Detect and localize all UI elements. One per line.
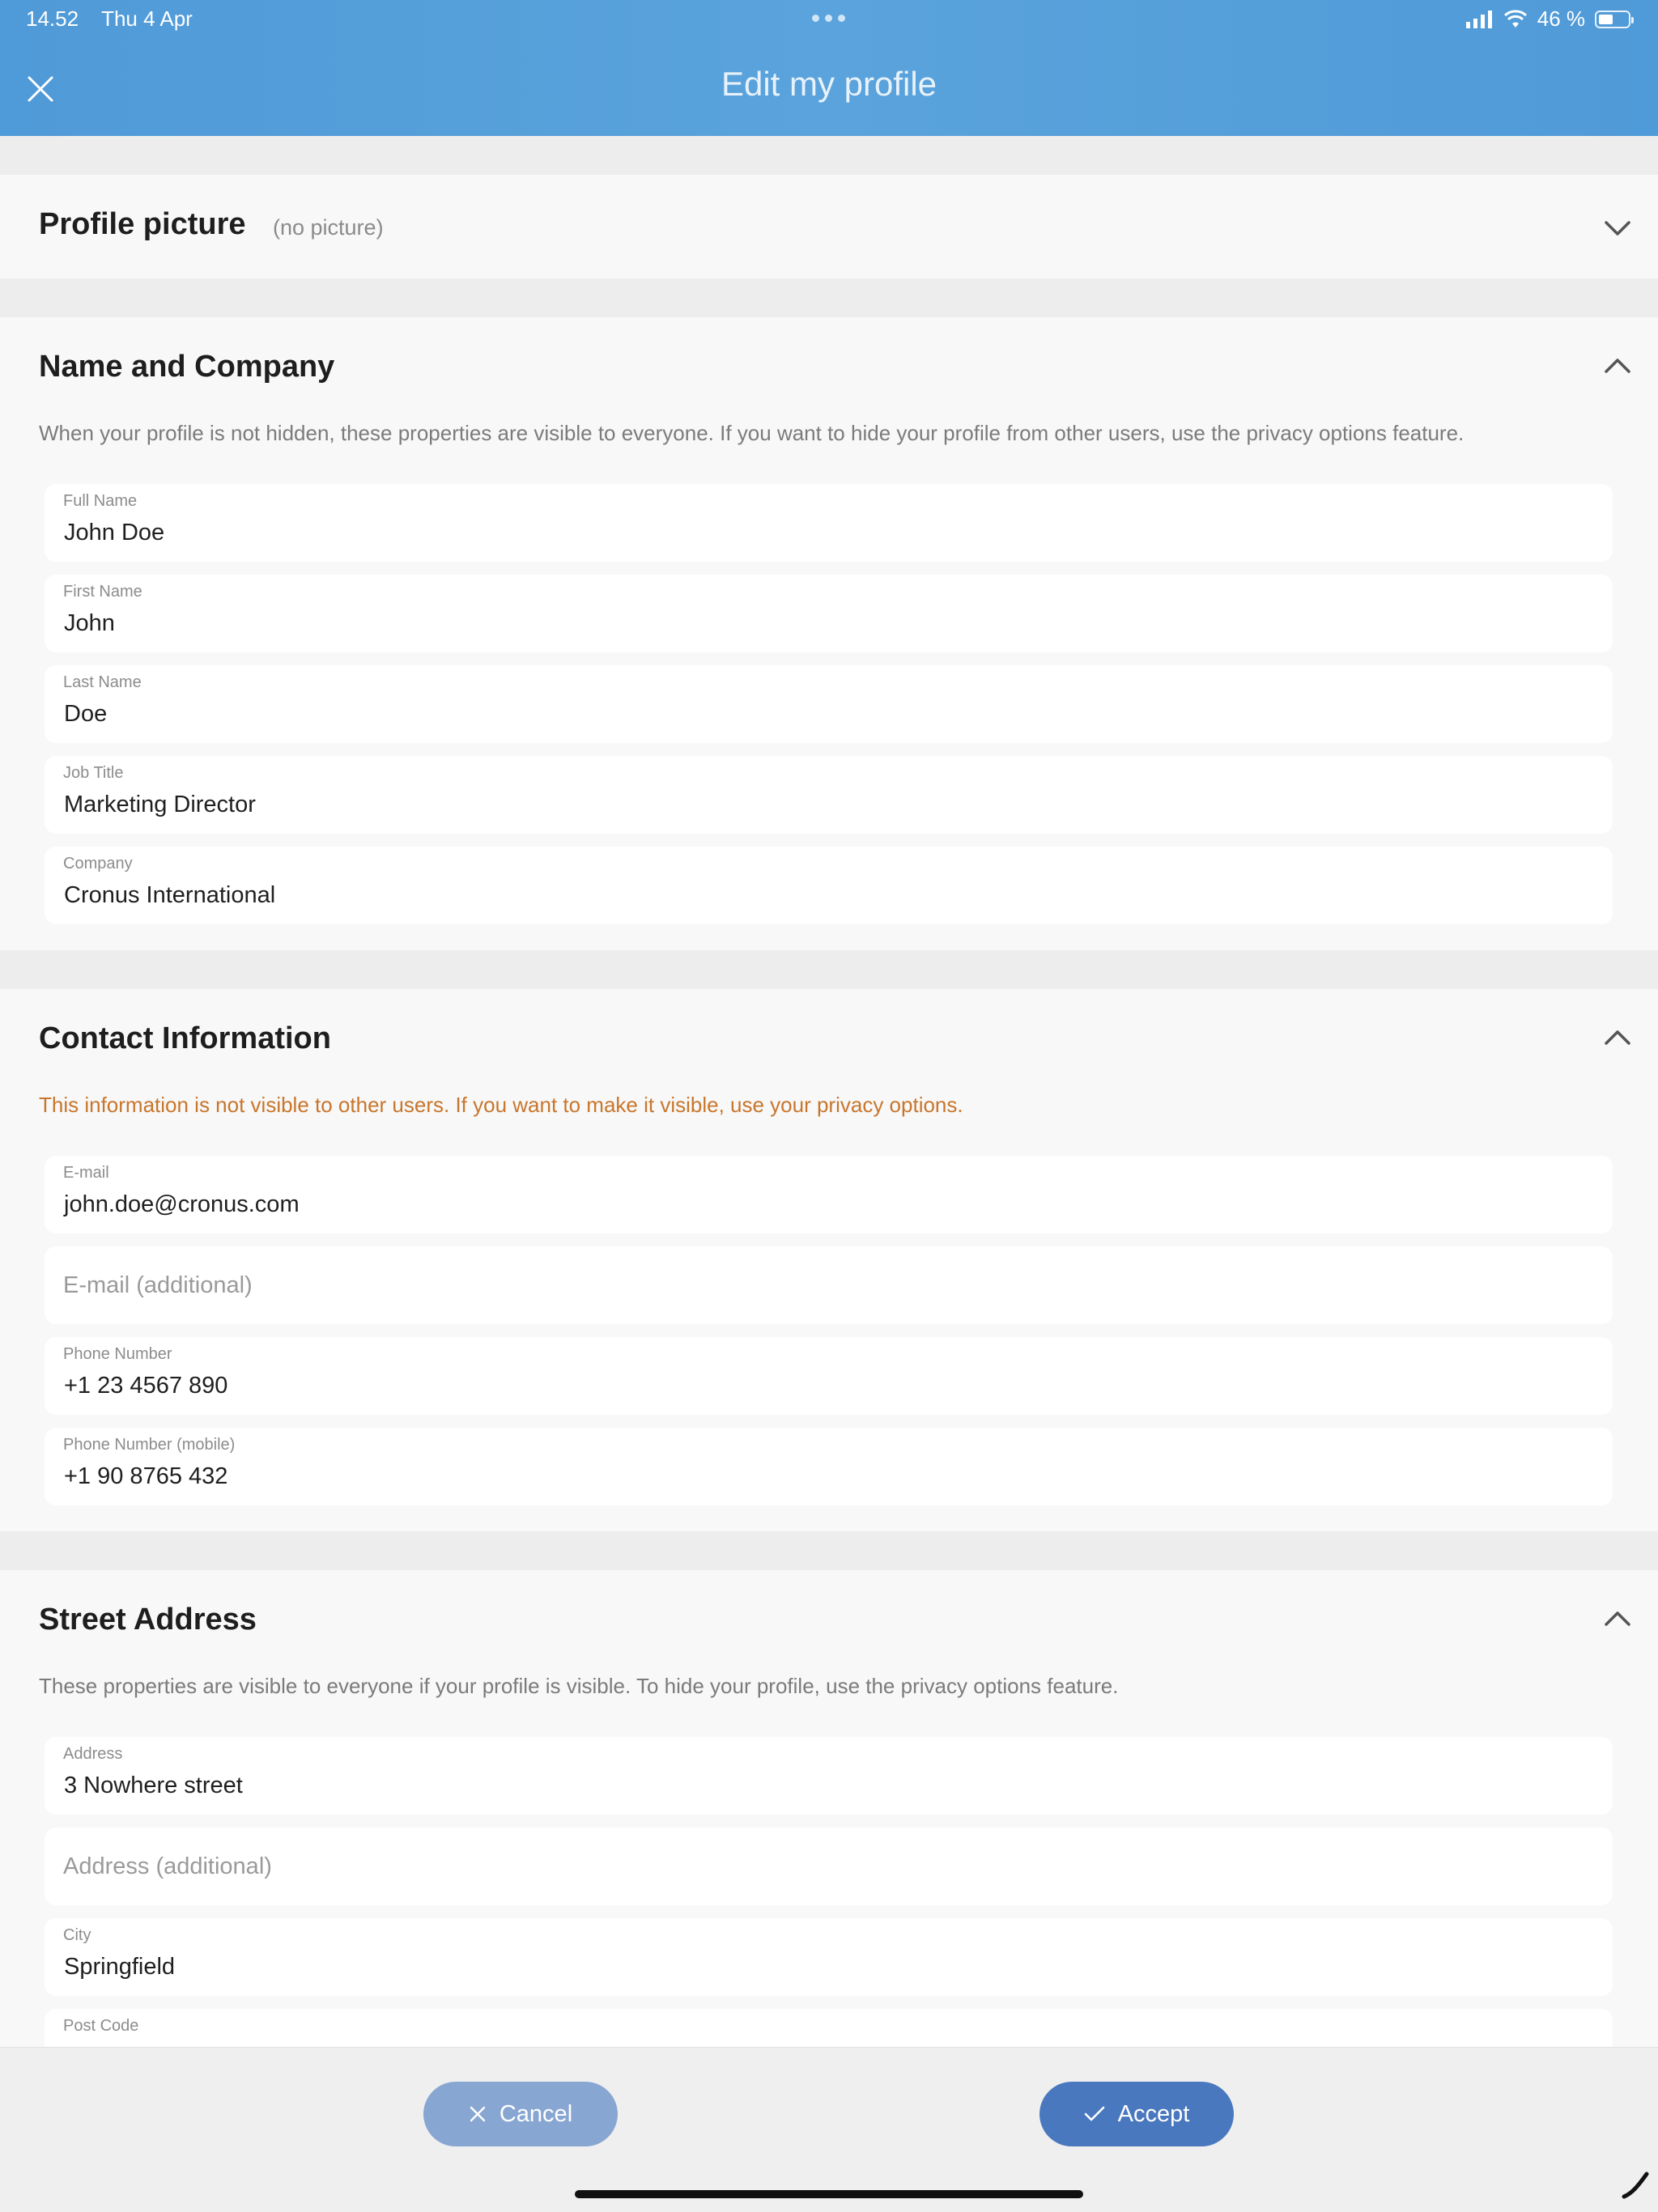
field-label: Job Title <box>63 764 124 782</box>
status-indicators <box>1466 6 1630 32</box>
email-additional-field[interactable] <box>45 1246 1613 1324</box>
contact-heading: Contact Information <box>39 1021 331 1055</box>
address-section <box>0 1570 1658 2056</box>
address-field[interactable] <box>45 1737 1613 1815</box>
field-label: Address <box>63 1745 123 1763</box>
company-field[interactable] <box>45 847 1613 924</box>
field-label: Last Name <box>63 673 142 691</box>
close-icon <box>469 2105 487 2123</box>
address-additional-field[interactable] <box>45 1828 1613 1905</box>
chevron-down-icon[interactable] <box>1601 212 1634 244</box>
field-value: Cronus International <box>64 882 276 908</box>
name-company-section <box>0 317 1658 950</box>
field-value: +1 23 4567 890 <box>64 1373 228 1399</box>
profile-picture-heading: Profile picture <box>39 207 246 241</box>
page-title: Edit my profile <box>721 65 937 103</box>
chevron-up-icon[interactable] <box>1601 1021 1634 1054</box>
signal-icon <box>1466 11 1494 28</box>
home-indicator[interactable] <box>575 2190 1083 2198</box>
battery-icon <box>1595 11 1630 28</box>
action-bar <box>0 2047 1658 2212</box>
address-description: These properties are visible to everyone if your profile is visible. To hide your profile, use the privacy options feature. <box>39 1674 1119 1698</box>
field-value: john.doe@cronus.com <box>64 1191 300 1217</box>
multitasking-dots-icon[interactable] <box>812 15 845 22</box>
city-field[interactable] <box>45 1918 1613 1996</box>
field-label: Phone Number <box>63 1345 172 1363</box>
mobile-phone-field[interactable] <box>45 1428 1613 1505</box>
chevron-up-icon[interactable] <box>1601 350 1634 382</box>
address-heading: Street Address <box>39 1603 257 1637</box>
status-date: Thu 4 Apr <box>101 6 193 31</box>
battery-percent: 46 % <box>1537 6 1585 31</box>
phone-field[interactable] <box>45 1337 1613 1415</box>
field-value: Doe <box>64 701 108 727</box>
email-field[interactable] <box>45 1156 1613 1233</box>
field-label: Full Name <box>63 492 138 510</box>
first-name-field[interactable] <box>45 575 1613 652</box>
accept-button[interactable] <box>1039 2082 1234 2146</box>
field-label: Phone Number (mobile) <box>63 1436 236 1454</box>
contact-section <box>0 989 1658 1531</box>
name-company-heading: Name and Company <box>39 350 335 384</box>
field-value: John <box>64 610 115 636</box>
field-label: First Name <box>63 583 142 601</box>
field-value: 3 Nowhere street <box>64 1773 243 1798</box>
job-title-field[interactable] <box>45 756 1613 834</box>
field-placeholder: E-mail (additional) <box>63 1272 253 1298</box>
contact-privacy-notice: This information is not visible to other users. If you want to make it visible, use your privacy options. <box>39 1093 963 1117</box>
last-name-field[interactable] <box>45 665 1613 743</box>
name-company-description: When your profile is not hidden, these properties are visible to everyone. If you want to hide your profile from other users, use the privacy options feature. <box>39 421 1465 445</box>
field-label: Company <box>63 855 133 872</box>
field-value: Springfield <box>64 1954 176 1980</box>
field-value: +1 90 8765 432 <box>64 1463 228 1489</box>
field-placeholder: Address (additional) <box>63 1853 272 1879</box>
cancel-label: Cancel <box>499 2100 573 2127</box>
field-value: John Doe <box>64 520 165 546</box>
check-icon <box>1084 2105 1105 2123</box>
profile-picture-section[interactable] <box>0 175 1658 278</box>
status-time-date <box>26 6 193 32</box>
field-label: Post Code <box>63 2017 139 2035</box>
field-label: City <box>63 1926 91 1944</box>
top-bar <box>0 0 1658 136</box>
wifi-icon <box>1503 10 1528 29</box>
field-value: Marketing Director <box>64 792 256 817</box>
accept-label: Accept <box>1117 2100 1190 2127</box>
cancel-button[interactable] <box>423 2082 618 2146</box>
profile-picture-status: (no picture) <box>273 215 384 240</box>
status-time: 14.52 <box>26 6 79 31</box>
full-name-field[interactable] <box>45 484 1613 562</box>
pencil-stroke-icon <box>1621 2171 1650 2200</box>
field-label: E-mail <box>63 1164 109 1182</box>
chevron-up-icon[interactable] <box>1601 1603 1634 1635</box>
